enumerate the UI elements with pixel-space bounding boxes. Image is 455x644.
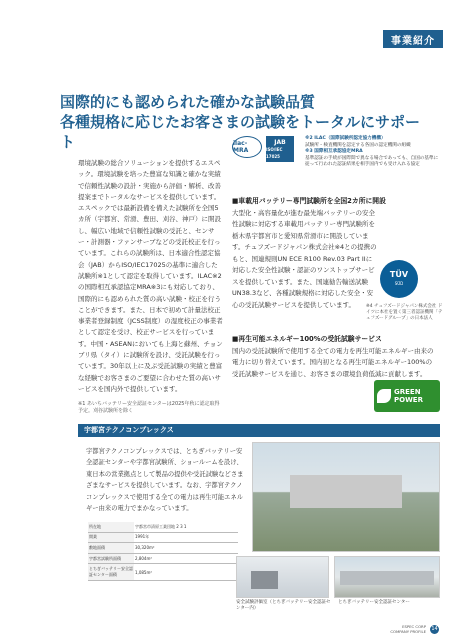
note-3-title: ※3 国際相互承認協定MRA bbox=[305, 149, 363, 155]
headline-line-2: 各種規格に応じたお客さまの試験をトータルにサポート bbox=[60, 113, 421, 151]
table-row: 宇都宮試験所面積 2,804m² bbox=[88, 553, 238, 564]
green-power-body: 国内の受託試験所で使用する全ての電力を再生可能エネルギー由来の電力に切り替えています。国内初となる再生可能エネルギー100%の受託試験サービスを通じ、お客さまの環境負荷低減に貢献します。 bbox=[232, 346, 434, 378]
table-row: 敷地面積 30,320m² bbox=[88, 543, 238, 554]
note-3-body: 基準認証の手続が国際間で異なる場合であっても、自国の基準に従って行われた認証結果を相手国内でも受け入れる協定 bbox=[305, 155, 439, 168]
tuv-sud-logo-icon bbox=[380, 260, 418, 298]
tuv-footnote: ※4 チュフズードジャパン株式会社 ドイツに本社を置く第三者認証機関「テュフズードグループ」の日本法人 bbox=[366, 304, 443, 321]
photo-caption-left: 安全試験評価室（とちぎバッテリー安全認証センター内） bbox=[236, 600, 331, 611]
green-logo-line-1: GREEN bbox=[394, 388, 421, 396]
page-number: 14 bbox=[431, 626, 438, 632]
utsunomiya-info-table bbox=[88, 522, 238, 581]
green-power-heading: ■再生可能エネルギー100%の受託試験サービス bbox=[232, 335, 382, 343]
battery-body: 大型化・高容量化が進む最先端バッテリーの安全性試験に対応する車載用バッテリー専門試験所を栃木県宇都宮市と愛知県常滑市に開設しています。チュフズードジャパン株式会社※4との提携のもと、国連規則UN ECE R100 Rev.03 Part IIに対応した安全性試験・認証のワンストップサービスを提供しています。また、国連勧告輸送試験UN38.3など、各種試験規格に対応した安全・安心の受託試験サービスを提供しています。 bbox=[232, 208, 377, 309]
intro-column bbox=[78, 158, 223, 415]
accreditation-logos bbox=[232, 136, 302, 176]
battery-heading: ■車載用バッテリー専門試験所を全国2カ所に開設 bbox=[232, 197, 386, 205]
section-badge: 事業紹介 bbox=[383, 30, 443, 48]
utsunomiya-body: 宇都宮テクノコンプレックスでは、とちぎバッテリー安全認証センターや宇都宮試験所、ショールームを設け、東日本の営業拠点として製品の提供や受託試験などさまざまなサービスを提供しています。なお、宇都宮テクノコンプレックスで使用する全ての電力は再生可能エネルギー由来の電力でまかなっています。 bbox=[86, 448, 244, 513]
safety-test-room-photo bbox=[236, 556, 329, 598]
jab-logo-icon bbox=[266, 136, 294, 162]
ilac-mra-logo-icon: ilac-MRA bbox=[232, 136, 262, 158]
note-2-title: ※2 ILAC（国際試験所認定協力機構） bbox=[305, 136, 386, 141]
tuv-sub: SÜD bbox=[394, 281, 404, 286]
jab-logo-text: JAB bbox=[274, 138, 286, 146]
jab-logo-subtext: ISO/IEC 17025 bbox=[266, 146, 283, 159]
accreditation-notes bbox=[305, 136, 440, 169]
headline-line-1: 国際的にも認められた確かな試験品質 bbox=[60, 93, 316, 111]
intro-footnote: ※1 あいちバッテリー安全認証センターは2025年秋に認定取得予定。刈谷試験所を除く bbox=[78, 401, 220, 415]
photo-caption-right: とちぎバッテリー安全認証センター bbox=[338, 600, 410, 605]
table-row: 所在地 宇都宮市清原工業団地 2 3 1 bbox=[88, 522, 238, 532]
page-footer bbox=[390, 624, 439, 634]
tuv-mark: TÜV bbox=[389, 270, 409, 279]
green-logo-line-2: POWER bbox=[394, 396, 423, 404]
utsunomiya-aerial-photo bbox=[252, 442, 440, 552]
green-power-section bbox=[232, 334, 442, 380]
note-2-body: 試験所・検査機関を認定する各国の認定機関の組織 bbox=[305, 142, 411, 148]
green-power-logo-icon bbox=[374, 380, 440, 412]
leaf-icon bbox=[377, 389, 391, 403]
utsunomiya-section-bar: 宇都宮テクノコンプレックス bbox=[78, 424, 440, 437]
intro-paragraph: 環境試験の総合ソリューションを提供するエスペック。環境試験を培った豊富な知識と確かな実績で信頼性試験の設計・実施から評価・解析、改善提案までトータルなサービスを提供しています。エスペックでは最新設備を備えた試験所を全国5カ所（宇都宮、常滑、豊田、刈谷、神戸）に開設し、幅広い地域で信頼性試験の受託と、センサー・計測器・ファンサーブなどの受託校正を行っています。これらの試験所は、日本適合性認定協会（JAB）からISO/IEC17025の基準に適合した試験所※1として認定を取得しています。ILAC※2の国際相互承認協定MRA※3にも対応しており、国際的にも認められた質の高い試験・校正を行うことができます。また、日本で初めて計量法校正事業者登録制度（JCSS制度）の湿度校正の事業者として認定を受け、校正サービスを行っています。中国・ASEANにおいても上海と蘇州、チョンブリ県（タイ）に試験所を設け、受託試験を行っています。30年以上に及ぶ受託試験の実績と豊富な経験でお客さまのご要望に合わせた質の高いサービスを国内外で提供しています。 bbox=[78, 159, 223, 393]
table-row: とちぎバッテリー安全認証センター面積 1,085m² bbox=[88, 564, 238, 581]
footer-company: ESPEC CORP bbox=[402, 624, 426, 629]
table-row: 開業 1991年 bbox=[88, 532, 238, 543]
footer-profile: COMPANY PROFILE bbox=[390, 629, 426, 634]
battery-center-photo bbox=[334, 556, 440, 598]
